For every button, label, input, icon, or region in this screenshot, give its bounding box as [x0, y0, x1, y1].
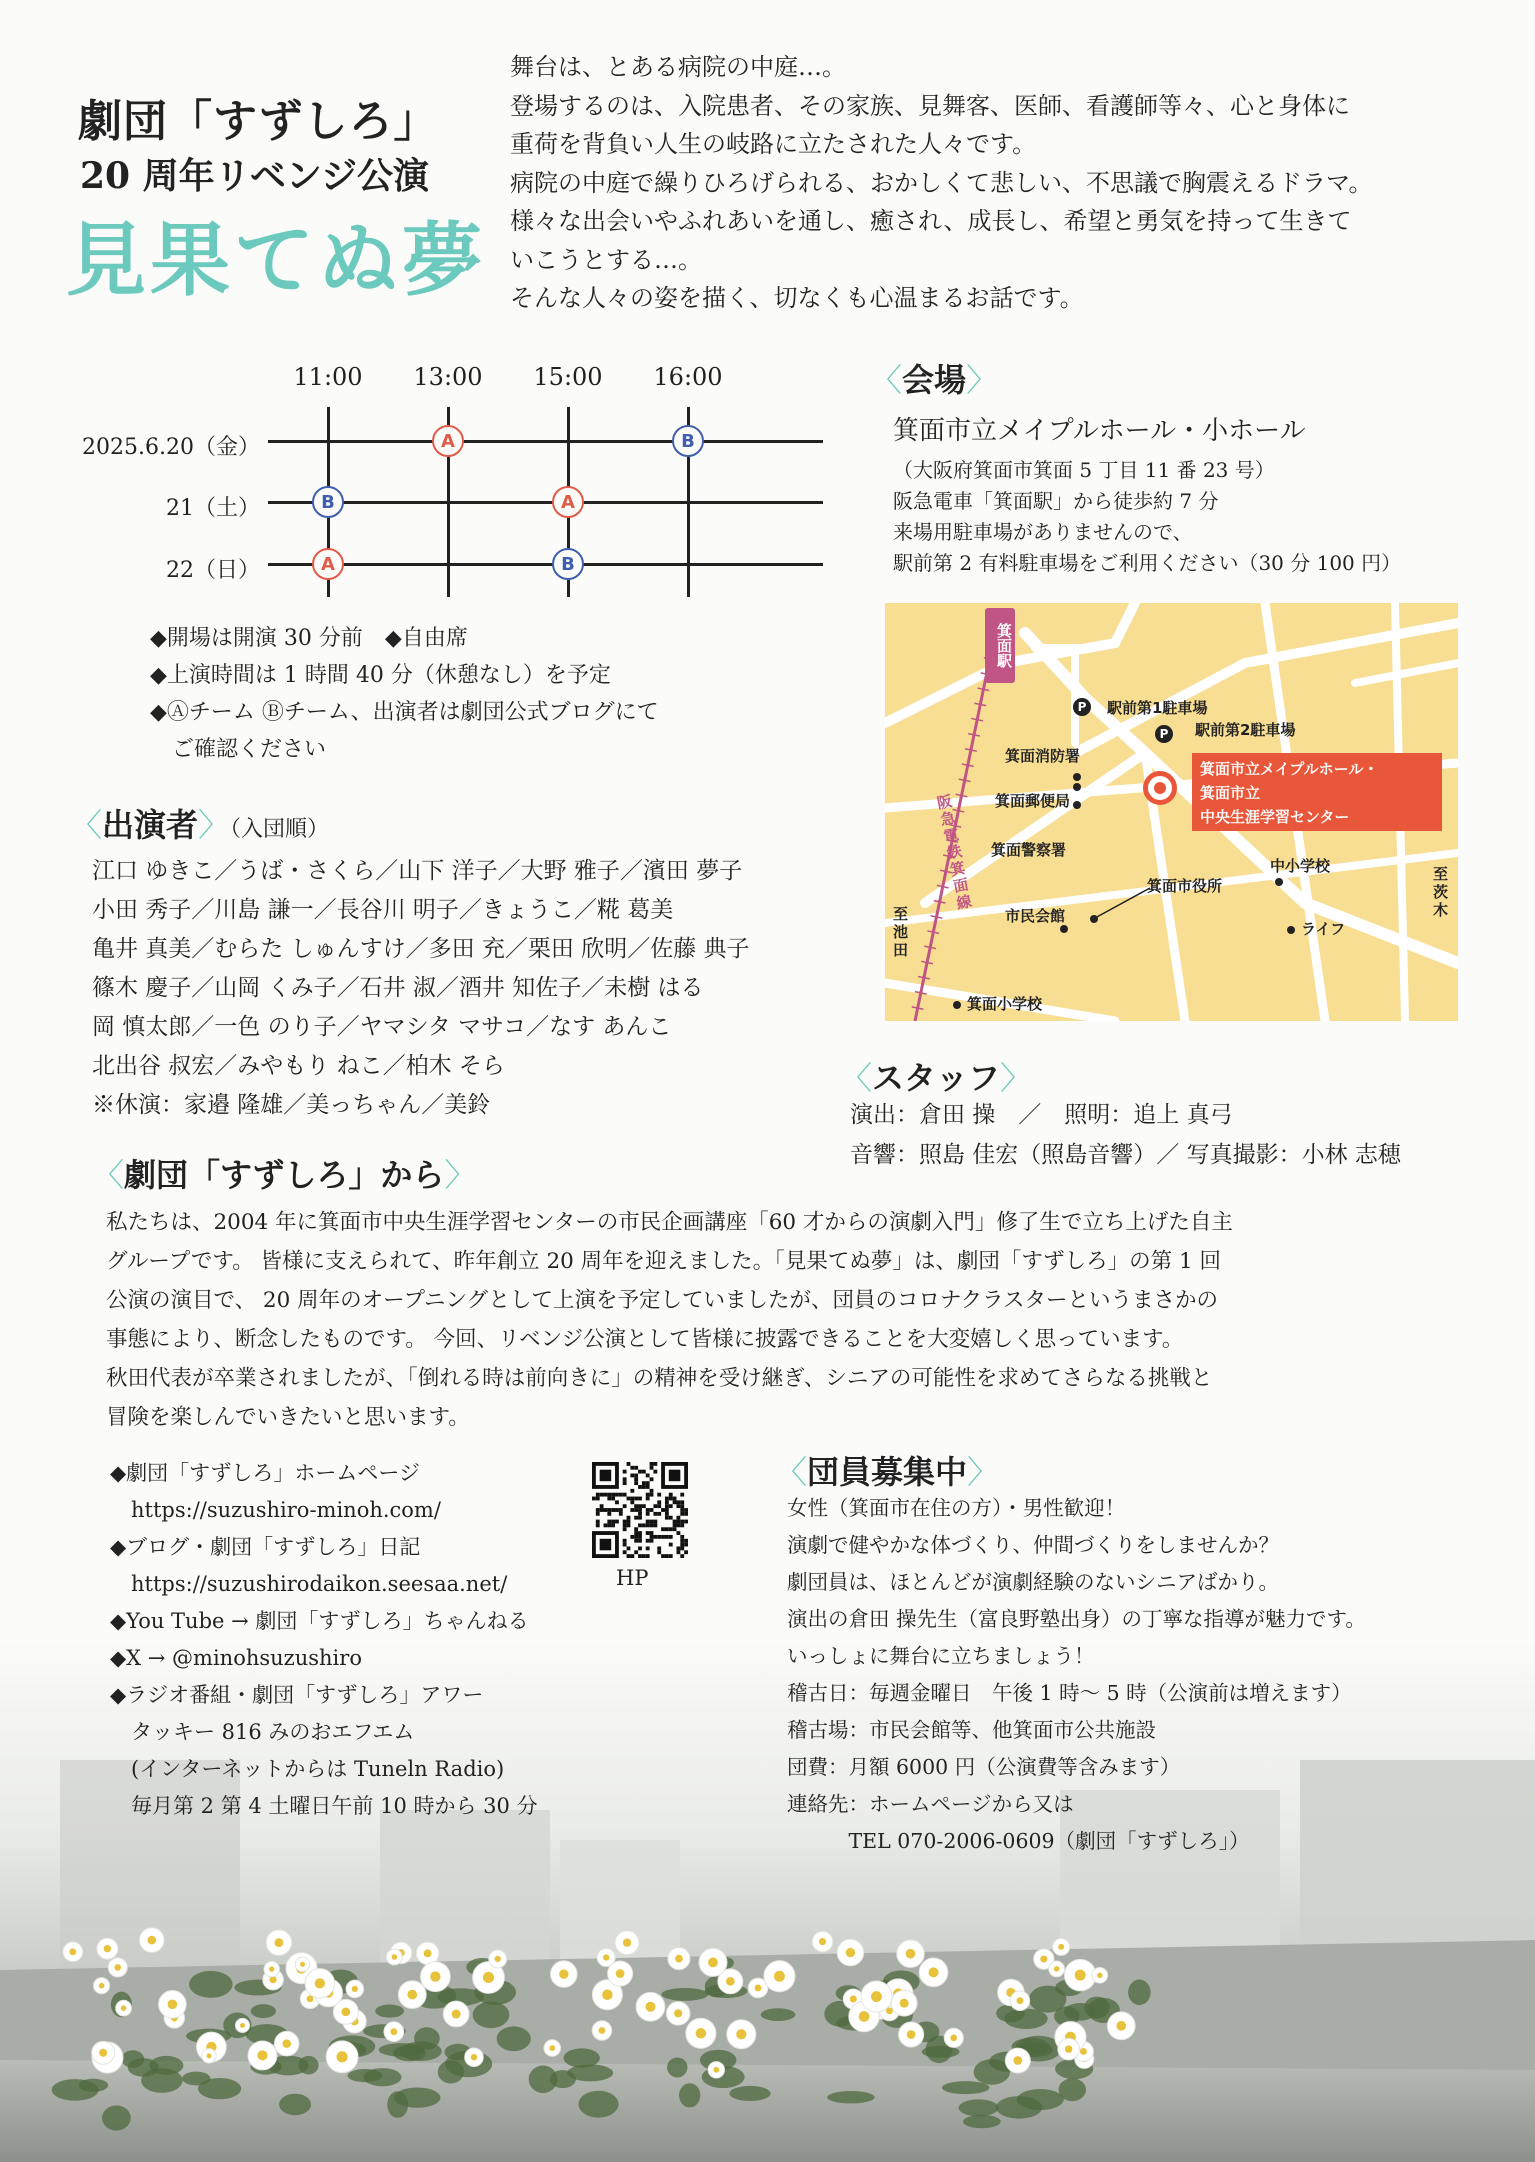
venue-info-line: 来場用駐車場がありませんので、 — [893, 520, 1193, 544]
intro-line: 様々な出会いやふれあいを通し、癒され、成長し、希望と勇気を持って生きて — [510, 207, 1352, 235]
intro-text — [510, 48, 1520, 318]
schedule-grid — [70, 355, 770, 615]
intro-line: 重荷を背負い人生の岐路に立たされた人々です。 — [510, 130, 1037, 158]
homepage-link[interactable]: https://suzushiro-minoh.com/ — [110, 1498, 441, 1522]
cast-line: 小田 秀子／川島 謙一／長谷川 明子／きょうこ／糀 葛美 — [92, 897, 674, 923]
link-line: ◆ラジオ番組・劇団「すずしろ」アワー — [110, 1683, 484, 1707]
grid-row-line — [268, 440, 823, 443]
date-label: 21（土） — [166, 496, 260, 521]
to-ibaraki-label: 至茨木 — [1433, 865, 1449, 919]
recruit-heading-text: 団員募集中 — [807, 1453, 968, 1491]
time-label: 11:00 — [293, 363, 363, 391]
time-label: 13:00 — [413, 363, 483, 391]
recruit-text — [787, 1490, 1366, 1860]
cast-heading-sub: （入団順） — [230, 817, 330, 842]
recruit-line: 稽古場：市民会館等、他箕面市公共施設 — [787, 1718, 1156, 1742]
school2-label: 箕面小学校 — [967, 995, 1043, 1013]
fire-station-label: 箕面消防署 — [1005, 747, 1081, 765]
team-a-badge: A — [552, 486, 584, 518]
cast-heading-text: 出演者 — [102, 806, 199, 844]
cast-line: 北出谷 叔宏／みやもり ねこ／柏木 そら — [92, 1053, 505, 1079]
grid-row-line — [268, 501, 823, 504]
recruit-line: TEL 070-2006-0609（劇団「すずしろ」） — [787, 1829, 1250, 1853]
venue-info-line: （大阪府箕面市箕面 5 丁目 11 番 23 号） — [893, 458, 1275, 482]
about-line: 秋田代表が卒業されましたが、「倒れる時は前向きに」の精神を受け継ぎ、シニアの可能性を求めてさらなる挑戦と — [106, 1366, 1213, 1391]
troupe-title: 劇団「すずしろ」 — [78, 96, 439, 147]
about-line: 冒険を楽しんでいきたいと思います。 — [106, 1405, 470, 1430]
recruit-line: 稽古日：毎週金曜日 午後 1 時～ 5 時（公演前は増えます） — [787, 1681, 1352, 1705]
city-hall-dot — [1090, 915, 1098, 923]
about-text — [106, 1203, 1466, 1437]
cast-line: 岡 慎太郎／一色 のり子／ヤマシタ マサコ／なす あんこ — [92, 1014, 672, 1040]
performance-notes — [150, 620, 659, 768]
post-office-label: 箕面郵便局 — [995, 792, 1071, 810]
map-leaders — [885, 603, 1458, 1021]
link-line: ◆ブログ・劇団「すずしろ」日記 — [110, 1535, 421, 1559]
staff-heading-text: スタッフ — [872, 1059, 1001, 1097]
links-list — [110, 1455, 538, 1825]
recruit-line: 連絡先：ホームページから又は — [787, 1792, 1074, 1816]
recruit-line: 団費：月額 6000 円（公演費等含みます） — [787, 1755, 1181, 1779]
school-dot — [1275, 878, 1283, 886]
venue-info — [893, 455, 1401, 579]
note-line: ◆上演時間は 1 時間 40 分（休憩なし）を予定 — [150, 663, 611, 688]
recruit-line: 劇団員は、ほとんどが演劇経験のないシニアばかり。 — [787, 1570, 1279, 1594]
civic-hall-label: 市民会館 — [1005, 907, 1066, 925]
note-line: ご確認ください — [150, 737, 327, 762]
note-line: ◆開場は開演 30 分前 ◆自由席 — [150, 626, 468, 651]
railway-label: 阪急電鉄箕面線 — [935, 791, 974, 913]
city-hall-label: 箕面市役所 — [1147, 877, 1223, 895]
qr-label: HP — [616, 1566, 649, 1590]
parking-icon: P — [1155, 725, 1173, 743]
note-line: ◆Ⓐチーム Ⓑチーム、出演者は劇団公式ブログにて — [150, 700, 659, 725]
link-line: 毎月第 2 第 4 土曜日午前 10 時から 30 分 — [110, 1794, 538, 1818]
parking-icon: P — [1073, 698, 1091, 716]
recruit-line: 女性（箕面市在住の方）・男性歓迎！ — [787, 1496, 1126, 1520]
staff-heading: 〈スタッフ〉 — [840, 1059, 1033, 1097]
parking1-label: 駅前第1駐車場 — [1107, 699, 1208, 717]
team-b-badge: B — [552, 548, 584, 580]
school2-dot — [953, 1001, 961, 1009]
life-dot — [1287, 926, 1295, 934]
venue-name: 箕面市立メイプルホール・小ホール — [893, 416, 1306, 446]
blog-link[interactable]: https://suzushirodaikon.seesaa.net/ — [110, 1572, 508, 1596]
link-line: タッキー 816 みのおエフエム — [110, 1720, 415, 1744]
youtube-line: ◆You Tube → 劇団「すずしろ」ちゃんねる — [110, 1609, 529, 1633]
link-line: ◆劇団「すずしろ」ホームページ — [110, 1461, 420, 1485]
civic-hall-dot — [1060, 925, 1068, 933]
access-map — [885, 603, 1458, 1021]
station-sign: 箕面駅 — [985, 608, 1015, 683]
cast-line: ※休演：家邉 隆雄／美っちゃん／美鈴 — [92, 1092, 491, 1118]
team-a-badge: A — [432, 425, 464, 457]
time-label: 15:00 — [533, 363, 603, 391]
venue-info-line: 阪急電車「箕面駅」から徒歩約 7 分 — [893, 489, 1219, 513]
play-title: 見果てぬ夢 — [66, 214, 486, 307]
link-line: (インターネットからは Tuneln Radio) — [110, 1757, 505, 1781]
recruit-line: いっしょに舞台に立ちましょう！ — [787, 1644, 1095, 1668]
intro-line: 病院の中庭で繰りひろげられる、おかしくて悲しい、不思議で胸震えるドラマ。 — [510, 168, 1373, 197]
recruit-line: 演出の倉田 操先生（富良野塾出身）の丁寧な指導が魅力です。 — [787, 1607, 1366, 1631]
about-line: グループです。 皆様に支えられて、昨年創立 20 周年を迎えました。「見果てぬ夢」は、劇団「すずしろ」の第 1 回 — [106, 1249, 1221, 1274]
anniversary-subtitle: 20 周年リベンジ公演 — [80, 155, 430, 197]
about-line: 公演の演目で、 20 周年のオープニングとして上演を予定していましたが、団員のコロナクラスターというまさかの — [106, 1288, 1218, 1313]
cast-line: 江口 ゆきこ／うば・さくら／山下 洋子／大野 雅子／濱田 夢子 — [92, 858, 743, 884]
team-b-badge: B — [672, 425, 704, 457]
venue-heading-text: 会場 — [902, 361, 967, 399]
venue-callout-line: 中央生涯学習センター — [1200, 808, 1350, 826]
intro-line: 登場するのは、入院患者、その家族、見舞客、医師、看護師等々、心と身体に — [510, 91, 1350, 120]
staff-line: 演出：倉田 操 ／ 照明：追上 真弓 — [850, 1102, 1233, 1128]
about-line: 事態により、断念したものです。 今回、リベンジ公演として皆様に披露できることを大変嬉しく思っています。 — [106, 1327, 1184, 1352]
school-label: 中小学校 — [1270, 857, 1331, 875]
staff-line: 音響：照島 佳宏（照島音響）／ 写真撮影：小林 志穂 — [850, 1142, 1401, 1168]
parking2-label: 駅前第2駐車場 — [1195, 721, 1296, 739]
venue-info-line: 駅前第 2 有料駐車場をご利用ください（30 分 100 円） — [893, 551, 1402, 575]
date-label: 22（日） — [166, 558, 260, 583]
x-line: ◆X → @minohsuzushiro — [110, 1646, 362, 1670]
cast-line: 篠木 慶子／山岡 くみ子／石井 淑／酒井 知佐子／未樹 はる — [92, 975, 704, 1001]
cast-line: 亀井 真美／むらた しゅんすけ／多田 充／栗田 欣明／佐藤 典子 — [92, 936, 750, 962]
grid-row-line — [268, 563, 823, 566]
time-label: 16:00 — [653, 363, 723, 391]
intro-line: いこうとする…。 — [510, 245, 702, 274]
life-label: ライフ — [1301, 920, 1346, 938]
about-line: 私たちは、2004 年に箕面市中央生涯学習センターの市民企画講座「60 才からの演劇入門」修了生で立ち上げた自主 — [106, 1210, 1233, 1235]
cast-list — [92, 852, 750, 1125]
team-a-badge: A — [312, 548, 344, 580]
about-heading-text: 劇団「すずしろ」から — [124, 1156, 445, 1194]
venue-heading: 〈会場〉 — [870, 361, 999, 399]
to-ikeda-label: 至池田 — [893, 905, 909, 959]
recruit-heading: 〈団員募集中〉 — [775, 1453, 1000, 1491]
team-b-badge: B — [312, 486, 344, 518]
intro-line: そんな人々の姿を描く、切なくも心温まるお話です。 — [510, 284, 1084, 312]
police-label: 箕面警察署 — [991, 841, 1067, 859]
qr-code[interactable] — [592, 1462, 688, 1558]
about-heading: 〈劇団「すずしろ」から〉 — [92, 1156, 477, 1194]
intro-line: 舞台は、とある病院の中庭…。 — [510, 53, 846, 81]
date-label: 2025.6.20（金） — [82, 435, 260, 460]
recruit-line: 演劇で健やかな体づくり、仲間づくりをしませんか？ — [787, 1533, 1279, 1557]
cast-heading: 〈出演者〉（入団順） — [70, 806, 330, 844]
staff-list — [850, 1095, 1401, 1175]
venue-callout-line: 箕面市立 — [1200, 784, 1261, 802]
venue-callout-line: 箕面市立メイプルホール・ — [1200, 760, 1379, 778]
